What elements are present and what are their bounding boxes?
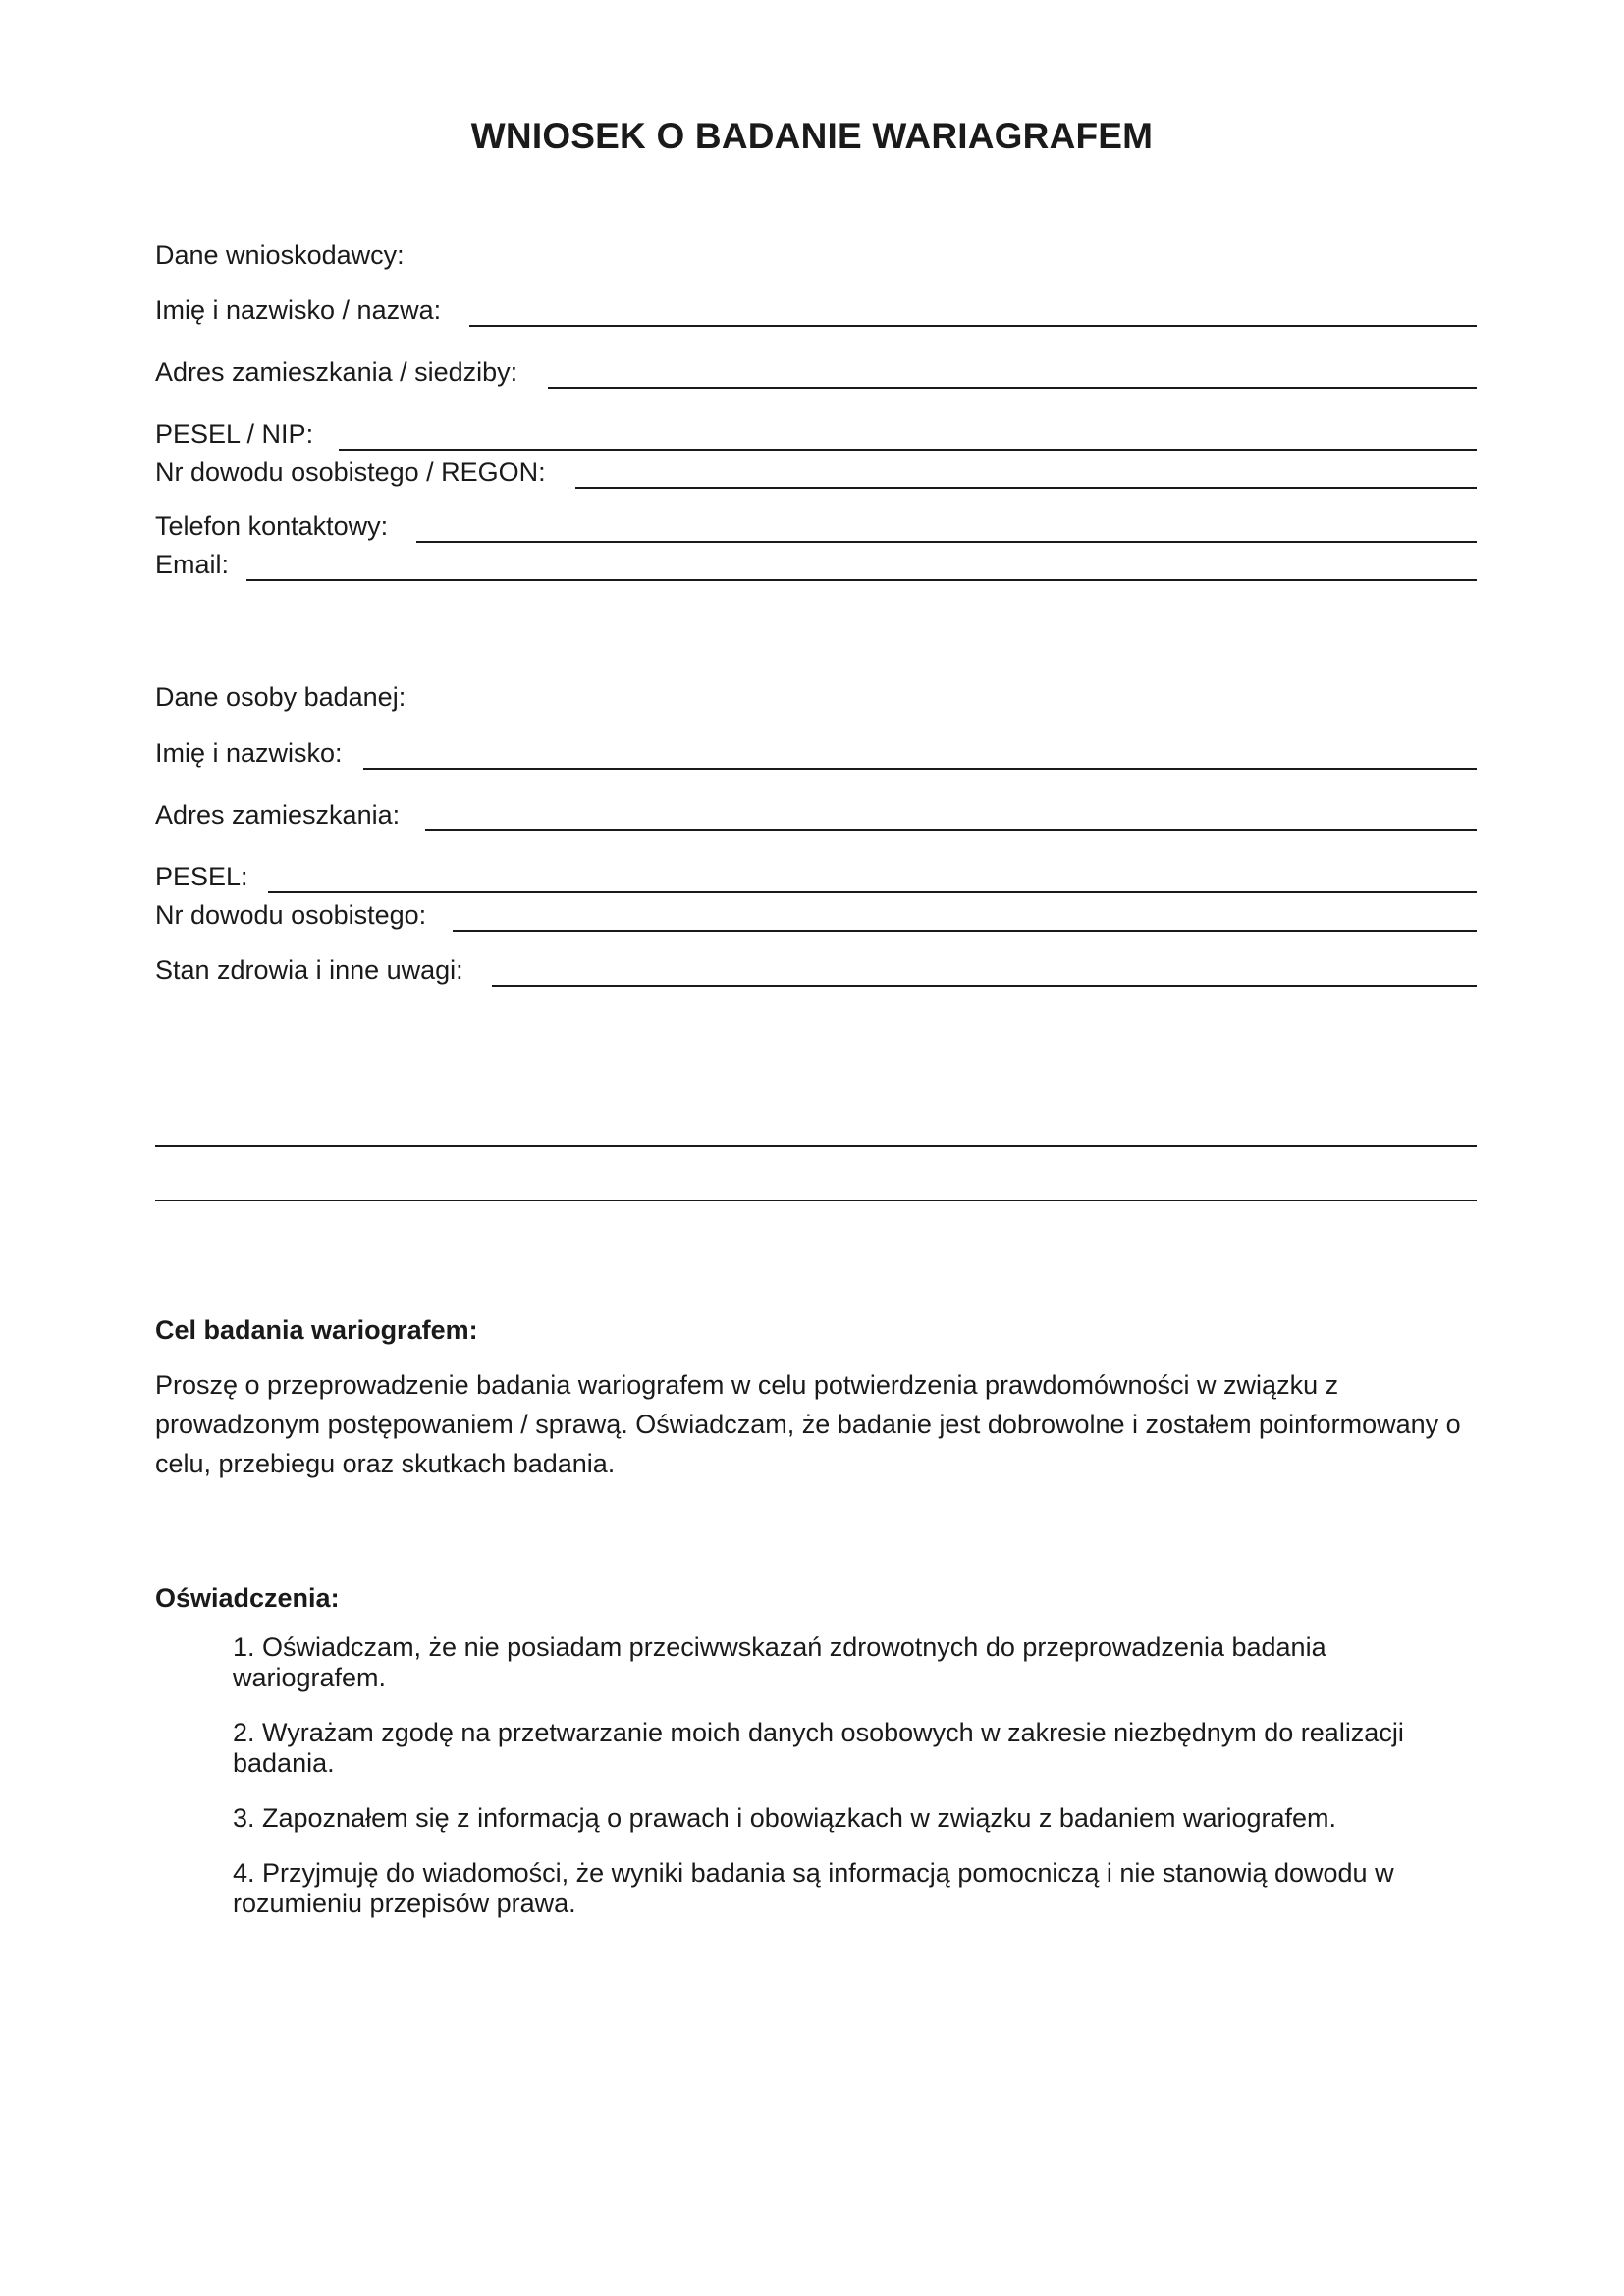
applicant-name-input-line[interactable]	[469, 325, 1477, 327]
applicant-address-label: Adres zamieszkania / siedziby:	[155, 357, 518, 387]
examinee-name-label: Imię i nazwisko:	[155, 738, 343, 768]
applicant-phone-label: Telefon kontaktowy:	[155, 511, 389, 541]
applicant-name-label: Imię i nazwisko / nazwa:	[155, 295, 442, 325]
examinee-notes-line-2[interactable]	[155, 1200, 1477, 1201]
declaration-item-4: 4. Przyjmuję do wiadomości, że wyniki badania są informacją pomocniczą i nie stanowią dowodu w rozumieniu przepisów prawa.	[233, 1858, 1394, 1918]
examinee-health-input-line[interactable]	[492, 985, 1477, 987]
applicant-id-field	[155, 456, 1477, 492]
declaration-item-1: 1. Oświadczam, że nie posiadam przeciwwskazań zdrowotnych do przeprowadzenia badania wariografem.	[233, 1632, 1326, 1692]
applicant-address-field	[155, 356, 1477, 392]
declaration-item-2: 2. Wyrażam zgodę na przetwarzanie moich danych osobowych w zakresie niezbędnym do realizacji badania.	[233, 1718, 1404, 1778]
examinee-name-field	[155, 737, 1477, 773]
applicant-name-field	[155, 294, 1477, 330]
applicant-email-field	[155, 549, 1477, 584]
applicant-heading: Dane wnioskodawcy:	[155, 240, 405, 270]
purpose-heading: Cel badania wariografem:	[155, 1315, 478, 1345]
applicant-id-input-line[interactable]	[575, 487, 1477, 489]
declarations-heading: Oświadczenia:	[155, 1583, 340, 1613]
examinee-address-field	[155, 799, 1477, 834]
applicant-email-input-line[interactable]	[246, 579, 1477, 581]
declarations-list	[233, 1632, 1477, 1944]
examinee-name-input-line[interactable]	[363, 768, 1477, 770]
examinee-pesel-label: PESEL:	[155, 862, 248, 891]
page-title: WNIOSEK O BADANIE WARIAGRAFEM	[470, 116, 1154, 156]
applicant-pesel-field	[155, 418, 1477, 454]
applicant-pesel-label: PESEL / NIP:	[155, 419, 314, 449]
purpose-text: Proszę o przeprowadzenie badania wariografem w celu potwierdzenia prawdomówności w związku z prowadzonym postępowaniem / sprawą. Oświadczam, że badanie jest dobrowolne i zostałem poinformowany o celu, przebiegu oraz skutkach badania.	[155, 1370, 1461, 1478]
examinee-id-field	[155, 899, 1477, 934]
examinee-pesel-field	[155, 861, 1477, 896]
examinee-address-input-line[interactable]	[425, 829, 1477, 831]
examinee-pesel-input-line[interactable]	[268, 891, 1477, 893]
declaration-item-3: 3. Zapoznałem się z informacją o prawach i obowiązkach w związku z badaniem wariografem.	[233, 1803, 1337, 1833]
examinee-heading: Dane osoby badanej:	[155, 682, 406, 712]
applicant-address-input-line[interactable]	[548, 387, 1477, 389]
examinee-id-label: Nr dowodu osobistego:	[155, 900, 427, 930]
examinee-health-field	[155, 954, 1477, 989]
examinee-health-label: Stan zdrowia i inne uwagi:	[155, 955, 463, 985]
applicant-email-label: Email:	[155, 550, 230, 579]
examinee-notes-line-1[interactable]	[155, 1145, 1477, 1147]
applicant-pesel-input-line[interactable]	[339, 449, 1477, 451]
applicant-id-label: Nr dowodu osobistego / REGON:	[155, 457, 546, 487]
applicant-phone-field	[155, 510, 1477, 546]
examinee-id-input-line[interactable]	[453, 930, 1477, 932]
applicant-phone-input-line[interactable]	[416, 541, 1477, 543]
examinee-address-label: Adres zamieszkania:	[155, 800, 401, 829]
